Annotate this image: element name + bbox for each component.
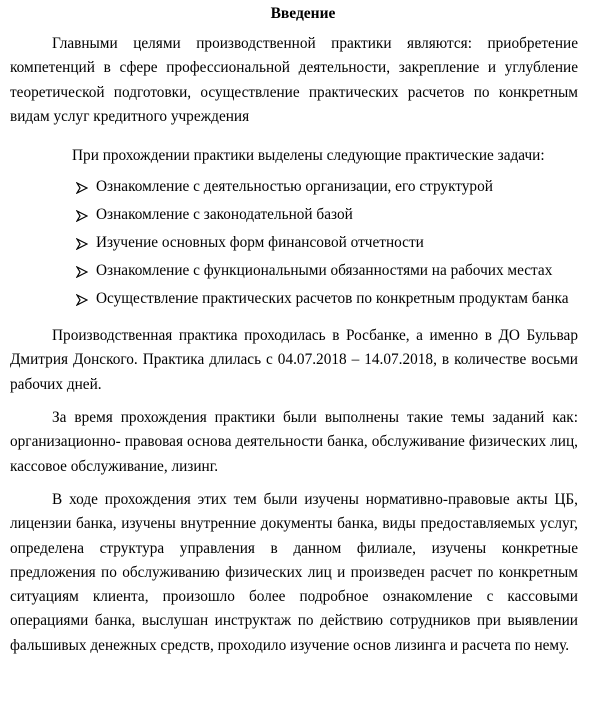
practice-paragraph-text: Производственная практика проходилась в Росбанке, а именно в ДО Бульвар Дмитрия Донского. Практика длилась с 04.07.2018 – 14.07.2018, в количестве восьми рабочих дней. [10, 327, 578, 393]
task-text: Ознакомление с деятельностью организации, его структурой [96, 178, 493, 195]
goals-paragraph-text: Главными целями производственной практики являются: приобретение компетенций в сфере профессиональной деятельности, закрепление и углубление теоретической подготовки, осуществление практических расчетов по конкретным видам услуг кредитного учреждения [10, 35, 578, 125]
task-text: Ознакомление с функциональными обязанностями на рабочих местах [96, 262, 553, 279]
arrowhead-shape [76, 266, 88, 278]
goals-paragraph [10, 32, 578, 129]
task-text: Изучение основных форм финансовой отчетности [96, 234, 424, 251]
arrowhead-shape [76, 182, 88, 194]
results-paragraph-text: В ходе прохождения этих тем были изучены нормативно-правовые акты ЦБ, лицензии банка, изучены внутренние документы банка, виды предоставляемых услуг, определена структура управления в данном филиале, изучены конкретные предложения по обслуживанию физических лиц и произведен расчет по конкретным ситуациям клиента, произошло более подробное ознакомление с кассовыми операциями банка, выслушан инструктаж по действию сотрудников при выявлении фальшивых денежных средств, проходило изучение основ лизинга и расчета по нему. [10, 491, 578, 654]
arrowhead-shape [76, 294, 88, 306]
topics-paragraph-text: За время прохождения практики были выполнены такие темы заданий как: организационно- правовая основа деятельности банка, обслуживание физических лиц, кассовое обслуживание, лизинг. [10, 409, 578, 475]
topics-paragraph [10, 406, 578, 479]
practice-paragraph [10, 324, 578, 397]
task-text: Ознакомление с законодательной базой [96, 206, 353, 223]
arrowhead-shape [76, 210, 88, 222]
tasks-intro: При прохождении практики выделены следующие практические задачи: [72, 147, 545, 164]
arrowhead-shape [76, 238, 88, 250]
section-title: Введение [270, 5, 336, 22]
task-text: Осуществление практических расчетов по конкретным продуктам банка [96, 290, 569, 307]
results-paragraph [10, 488, 578, 658]
